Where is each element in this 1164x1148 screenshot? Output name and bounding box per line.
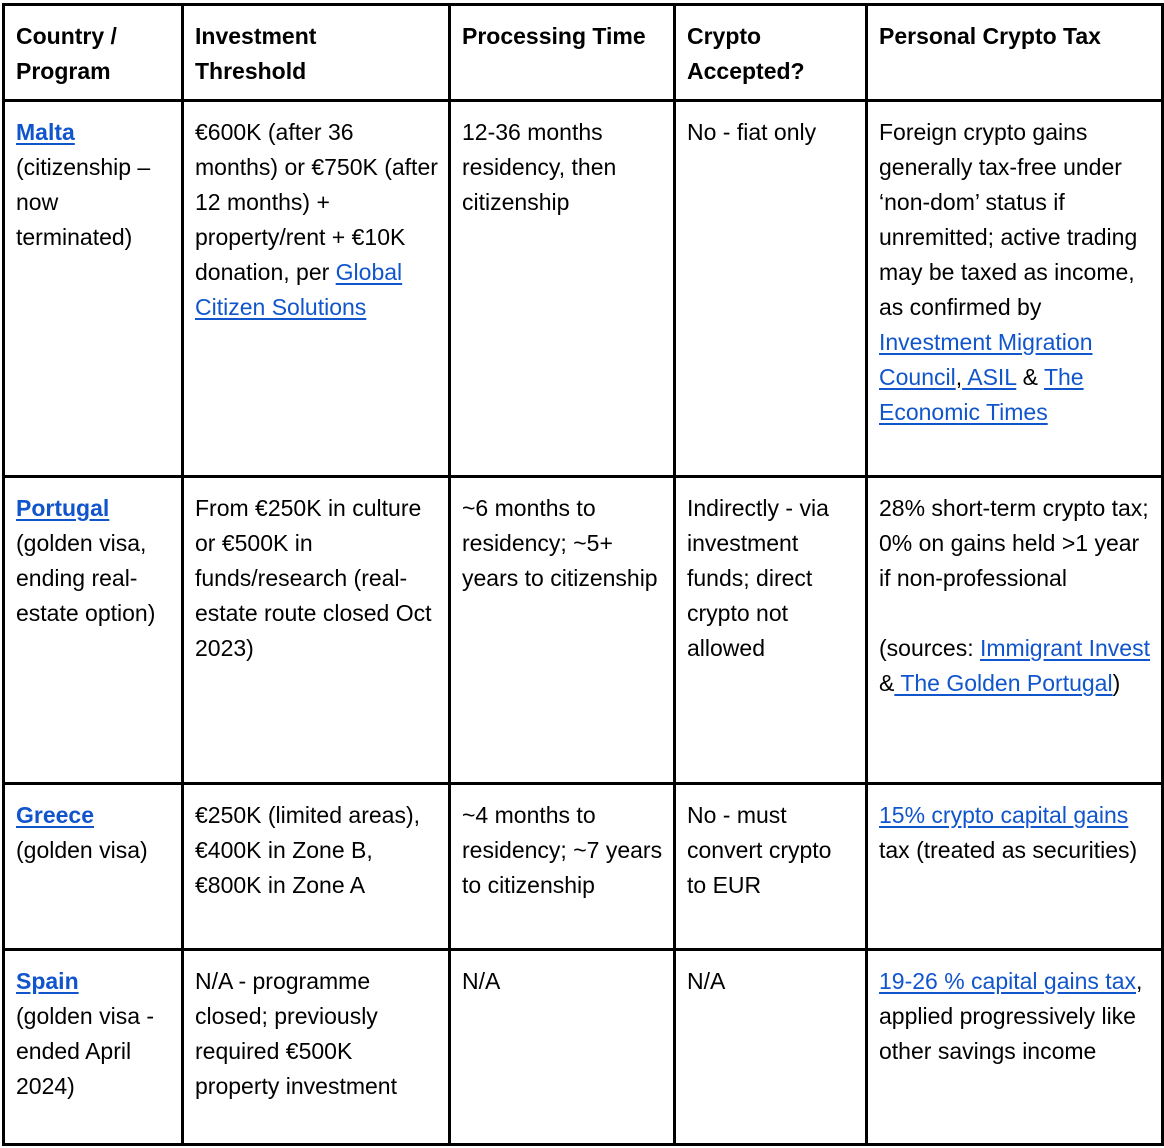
country-link-portugal[interactable]: Portugal: [16, 495, 110, 521]
cell-country: [4, 101, 183, 477]
cell-crypto-accepted: N/A: [675, 950, 867, 1145]
header-crypto-accepted: Crypto Accepted?: [675, 5, 867, 101]
table-row-spain: [4, 950, 1163, 1145]
program-description: (golden visa, ending real-estate option): [16, 530, 156, 626]
cell-threshold: €600K (after 36 months) or €750K (after 12 months) + property/rent + €10K donation, per Global Citizen Solutions: [183, 101, 450, 477]
cell-processing: 12-36 months residency, then citizenship: [450, 101, 675, 477]
source-link-investment-migration-council[interactable]: Investment Migration Council: [879, 329, 1093, 390]
paragraph-spacer: [879, 596, 1151, 631]
header-investment-threshold: Investment Threshold: [183, 5, 450, 101]
source-link-global-citizen-solutions[interactable]: Global Citizen Solutions: [195, 259, 403, 320]
cell-country: [4, 477, 183, 784]
cell-tax: 15% crypto capital gains tax (treated as securities): [867, 784, 1163, 950]
cell-processing: ~4 months to residency; ~7 years to citizenship: [450, 784, 675, 950]
cell-country: [4, 784, 183, 950]
country-link-spain[interactable]: Spain: [16, 968, 79, 994]
program-description: (golden visa - ended April 2024): [16, 1003, 155, 1099]
cell-country: [4, 950, 183, 1145]
cell-crypto-accepted: No - must convert crypto to EUR: [675, 784, 867, 950]
cell-processing: N/A: [450, 950, 675, 1145]
cell-crypto-accepted: Indirectly - via investment funds; direct crypto not allowed: [675, 477, 867, 784]
header-country-program: Country / Program: [4, 5, 183, 101]
cell-tax: 19-26 % capital gains tax, applied progressively like other savings income: [867, 950, 1163, 1145]
golden-visa-comparison-table: [2, 3, 1164, 1146]
table-row-greece: [4, 784, 1163, 950]
country-link-malta[interactable]: Malta: [16, 119, 75, 145]
table-row-malta: [4, 101, 1163, 477]
source-link-immigrant-invest[interactable]: Immigrant Invest: [979, 635, 1150, 661]
source-link-golden-portugal[interactable]: The Golden Portugal: [894, 670, 1113, 696]
program-description: (golden visa): [16, 837, 148, 863]
source-link-greece-tax[interactable]: 15% crypto capital gains: [879, 802, 1129, 828]
header-row: [4, 5, 1163, 101]
country-link-greece[interactable]: Greece: [16, 802, 95, 828]
header-processing-time: Processing Time: [450, 5, 675, 101]
cell-threshold: €250K (limited areas), €400K in Zone B, €800K in Zone A: [183, 784, 450, 950]
cell-tax: Foreign crypto gains generally tax-free under ‘non-dom’ status if unremitted; active trading may be taxed as income, as confirmed by Investment Migration Council, ASIL & The Economic Times: [867, 101, 1163, 477]
cell-processing: ~6 months to residency; ~5+ years to citizenship: [450, 477, 675, 784]
source-link-spain-tax[interactable]: 19-26 % capital gains tax: [879, 968, 1136, 994]
program-description: (citizenship – now terminated): [16, 154, 151, 250]
source-link-economic-times[interactable]: The Economic Times: [879, 364, 1084, 425]
source-link-asil[interactable]: ASIL: [962, 364, 1017, 390]
cell-tax: 28% short-term crypto tax; 0% on gains held >1 year if non-professional (sources: Immigrant Invest & The Golden Portugal): [867, 477, 1163, 784]
cell-threshold: From €250K in culture or €500K in funds/research (real-estate route closed Oct 2023): [183, 477, 450, 784]
cell-crypto-accepted: No - fiat only: [675, 101, 867, 477]
table-row-portugal: [4, 477, 1163, 784]
header-personal-crypto-tax: Personal Crypto Tax: [867, 5, 1163, 101]
cell-threshold: N/A - programme closed; previously required €500K property investment: [183, 950, 450, 1145]
